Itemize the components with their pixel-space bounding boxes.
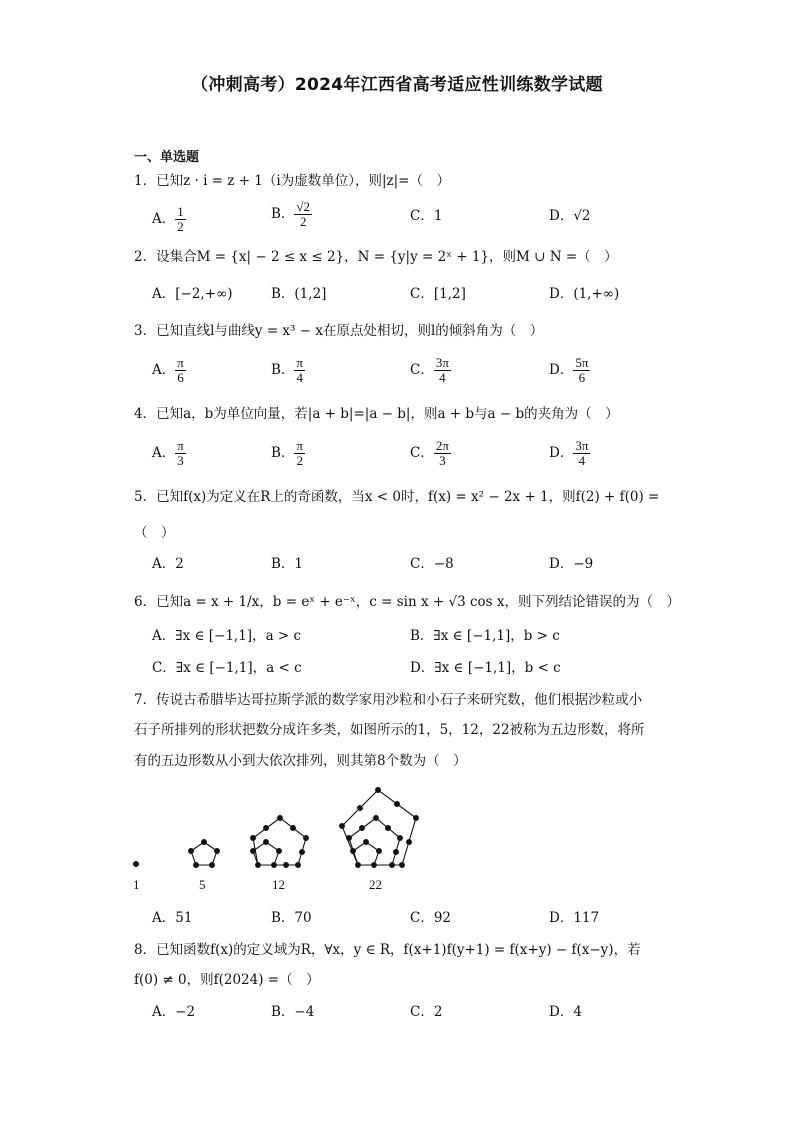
q8-option-d: D．4: [549, 1004, 582, 1020]
question-1-stem: 1．已知z · i = z + 1（i为虚数单位），则|z|=（ ）: [134, 173, 450, 189]
option-label: D．: [549, 362, 574, 378]
q6-option-a: A．∃x ∈ [−1,1]，a > c: [152, 628, 302, 644]
fraction: [294, 200, 312, 229]
denominator: 4: [439, 370, 446, 385]
q1-option-a: [152, 205, 186, 234]
q5-option-a: A．2: [152, 556, 184, 572]
pentagon-5-dots: [189, 840, 220, 868]
pentagonal-numbers-figure: [120, 782, 440, 872]
q7-option-b: B．70: [271, 910, 312, 926]
q3-option-c: [410, 356, 451, 385]
pentagon-5: [191, 842, 217, 865]
option-label: B．: [271, 206, 295, 222]
q8-option-b: B．−4: [271, 1004, 315, 1020]
question-4-stem: 4．已知a，b为单位向量，若|a + b|=|a − b|，则a + b与a − b的夹角为（ ）: [134, 406, 619, 422]
question-7-line-3: 有的五边形数从小到大依次排列，则其第8个数为（ ）: [134, 753, 467, 769]
q2-option-d: D．(1,+∞): [549, 286, 620, 302]
numerator: π: [296, 355, 303, 370]
denominator: 6: [578, 370, 586, 385]
numerator: 3π: [435, 355, 449, 370]
q4-option-d: [549, 439, 590, 468]
q7-option-a: A．51: [152, 910, 193, 926]
option-label: C．: [410, 445, 434, 461]
q4-option-b: [271, 439, 305, 468]
option-label: A．: [152, 211, 176, 227]
figure-label-1: 1: [133, 877, 140, 892]
fraction: [175, 205, 186, 234]
fraction: [175, 439, 186, 468]
denominator: 6: [177, 370, 184, 385]
denominator: 4: [296, 370, 303, 385]
q2-option-a: A．[−2,+∞): [152, 286, 233, 302]
dot: [134, 862, 139, 867]
question-3-stem: 3．已知直线l与曲线y = x³ − x在原点处相切，则l的倾斜角为（ ）: [134, 323, 544, 339]
q4-option-a: [152, 439, 186, 468]
numerator: √2: [296, 199, 311, 214]
fraction: [175, 356, 186, 385]
page-title: （冲刺高考）2024年江西省高考适应性训练数学试题: [191, 75, 603, 95]
denominator: 4: [578, 453, 586, 468]
fraction: [573, 439, 590, 468]
question-6-stem: 6．已知a = x + 1/x，b = eˣ + e⁻ˣ，c = sin x + √3 cos x，则下列结论错误的为（ ）: [134, 594, 680, 610]
denominator: 2: [299, 214, 307, 229]
q1-option-d: D．√2: [549, 208, 591, 224]
q8-option-a: A．−2: [152, 1004, 196, 1020]
question-5-stem: 5．已知f(x)为定义在R上的奇函数，当x < 0时，f(x) = x² − 2x + 1，则f(2) + f(0) =: [134, 489, 660, 505]
fraction: [434, 439, 451, 468]
fraction: [434, 356, 451, 385]
question-7-line-1: 7．传说古希腊毕达哥拉斯学派的数学家用沙粒和小石子来研究数，他们根据沙粒或小: [134, 692, 643, 708]
q7-option-c: C．92: [410, 910, 452, 926]
numerator: π: [296, 438, 303, 453]
option-label: C．: [410, 362, 434, 378]
q5-option-d: D．−9: [549, 556, 594, 572]
figure-label-22: 22: [369, 877, 382, 892]
q8-option-c: C．2: [410, 1004, 443, 1020]
q5-option-b: B．1: [271, 556, 304, 572]
numerator: 3π: [575, 438, 589, 453]
denominator: 3: [439, 453, 446, 468]
fraction: [294, 439, 305, 468]
q2-option-b: B．(1,2]: [271, 286, 327, 302]
option-label: B．: [271, 445, 295, 461]
q3-option-d: [549, 356, 590, 385]
question-7-line-2: 石子所排列的形状把数分成许多类，如图所示的1，5，12，22被称为五边形数，将所: [134, 722, 645, 738]
q2-option-c: C．[1,2]: [410, 286, 466, 302]
q1-option-c: C．1: [410, 208, 443, 224]
denominator: 2: [177, 219, 184, 234]
q7-option-d: D．117: [549, 910, 600, 926]
question-2-stem: 2．设集合M = {x| − 2 ≤ x ≤ 2}，N = {y|y = 2ˣ + 1}，则M ∪ N =（ ）: [134, 249, 618, 265]
q3-option-b: [271, 356, 305, 385]
q6-option-c: C．∃x ∈ [−1,1]，a < c: [152, 660, 302, 676]
q1-option-b: [271, 200, 312, 229]
denominator: 3: [177, 453, 184, 468]
section-heading: 一、单选题: [134, 150, 200, 165]
numerator: 5π: [575, 355, 589, 370]
question-5-stem-cont: （ ）: [134, 525, 175, 541]
pentagon-12: [253, 818, 306, 865]
pentagon-22-dots: [340, 788, 419, 868]
numerator: 1: [177, 204, 184, 219]
fraction: [573, 356, 590, 385]
fraction: [294, 356, 305, 385]
option-label: A．: [152, 362, 176, 378]
numerator: π: [177, 438, 184, 453]
numerator: π: [177, 355, 184, 370]
q6-option-b: B．∃x ∈ [−1,1]，b > c: [410, 628, 560, 644]
option-label: B．: [271, 362, 295, 378]
numerator: 2π: [435, 438, 449, 453]
q4-option-c: [410, 439, 451, 468]
figure-label-12: 12: [272, 877, 285, 892]
q3-option-a: [152, 356, 186, 385]
q5-option-c: C．−8: [410, 556, 454, 572]
question-8-line-1: 8．已知函数f(x)的定义域为R，∀x，y ∈ R，f(x+1)f(y+1) = f(x+y) − f(x−y)，若: [134, 942, 641, 958]
option-label: D．: [549, 445, 574, 461]
q6-option-d: D．∃x ∈ [−1,1]，b < c: [410, 660, 561, 676]
option-label: A．: [152, 445, 176, 461]
figure-label-5: 5: [199, 877, 206, 892]
denominator: 2: [296, 453, 303, 468]
question-8-line-2: f(0) ≠ 0，则f(2024) =（ ）: [134, 972, 320, 988]
